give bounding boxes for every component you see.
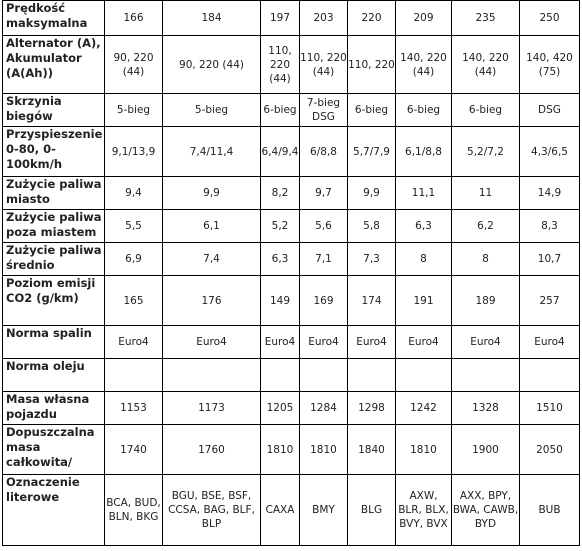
row-label: Dopuszczalna masa całkowita/ — [3, 425, 105, 475]
table-cell: 1900 — [452, 425, 520, 475]
row-label: Prędkość maksymalna — [3, 1, 105, 36]
table-cell: 184 — [163, 1, 261, 36]
table-cell: 5-bieg — [105, 94, 163, 127]
table-cell: 5,6 — [300, 210, 348, 243]
row-label: Poziom emisji CO2 (g/km) — [3, 276, 105, 326]
table-cell: 235 — [452, 1, 520, 36]
table-cell: 14,9 — [520, 177, 580, 210]
table-cell: 5,5 — [105, 210, 163, 243]
table-cell — [348, 359, 396, 392]
table-row — [3, 392, 580, 425]
table-cell: 220 — [348, 1, 396, 36]
table-cell: 176 — [163, 276, 261, 326]
table-cell: 7,4 — [163, 243, 261, 276]
table-cell: 6,2 — [452, 210, 520, 243]
table-cell: BUB — [520, 475, 580, 546]
table-cell: 6,3 — [396, 210, 452, 243]
table-row — [3, 475, 580, 546]
table-cell: Euro4 — [452, 326, 520, 359]
table-row — [3, 94, 580, 127]
table-cell: 1740 — [105, 425, 163, 475]
table-cell: 6,3 — [261, 243, 300, 276]
table-cell: 4,3/6,5 — [520, 127, 580, 177]
table-cell: 1298 — [348, 392, 396, 425]
table-cell: 1810 — [396, 425, 452, 475]
table-cell: 8 — [452, 243, 520, 276]
row-label: Norma oleju — [3, 359, 105, 392]
table-cell: 1840 — [348, 425, 396, 475]
table-cell: 257 — [520, 276, 580, 326]
table-cell — [452, 359, 520, 392]
table-cell: 110, 220 — [348, 36, 396, 94]
table-cell: 1810 — [261, 425, 300, 475]
table-cell: Euro4 — [396, 326, 452, 359]
table-cell: 6-bieg — [396, 94, 452, 127]
table-cell: 140, 220 (44) — [396, 36, 452, 94]
table-cell: 165 — [105, 276, 163, 326]
table-cell: 140, 220 (44) — [452, 36, 520, 94]
table-row — [3, 276, 580, 326]
table-cell: 191 — [396, 276, 452, 326]
table-cell: 1173 — [163, 392, 261, 425]
table-cell: 9,1/13,9 — [105, 127, 163, 177]
table-cell: 7,1 — [300, 243, 348, 276]
table-cell: 1153 — [105, 392, 163, 425]
table-row — [3, 326, 580, 359]
table-cell: 5-bieg — [163, 94, 261, 127]
table-cell: Euro4 — [300, 326, 348, 359]
table-row — [3, 243, 580, 276]
table-cell — [396, 359, 452, 392]
table-cell: 1284 — [300, 392, 348, 425]
table-cell: 6-bieg — [452, 94, 520, 127]
table-cell: 5,7/7,9 — [348, 127, 396, 177]
table-cell: 5,2 — [261, 210, 300, 243]
table-cell: 7-bieg DSG — [300, 94, 348, 127]
table-cell: 7,4/11,4 — [163, 127, 261, 177]
table-cell: 6,4/9,4 — [261, 127, 300, 177]
table-cell: 6-bieg — [261, 94, 300, 127]
table-cell: 6,1 — [163, 210, 261, 243]
table-row — [3, 425, 580, 475]
table-cell: 169 — [300, 276, 348, 326]
table-cell: Euro4 — [348, 326, 396, 359]
table-cell: Euro4 — [163, 326, 261, 359]
table-cell — [261, 359, 300, 392]
table-cell: BGU, BSE, BSF, CCSA, BAG, BLF, BLP — [163, 475, 261, 546]
table-cell — [300, 359, 348, 392]
table-cell — [520, 359, 580, 392]
table-cell: 9,4 — [105, 177, 163, 210]
table-cell: 11,1 — [396, 177, 452, 210]
table-cell: 1760 — [163, 425, 261, 475]
table-cell: 203 — [300, 1, 348, 36]
table-cell: Euro4 — [261, 326, 300, 359]
row-label: Alternator (A), Akumulator (A(Ah)) — [3, 36, 105, 94]
table-cell: 110, 220 (44) — [300, 36, 348, 94]
engine-spec-table — [2, 0, 580, 546]
row-label: Zużycie paliwa poza miastem — [3, 210, 105, 243]
table-cell: 5,2/7,2 — [452, 127, 520, 177]
row-label: Skrzynia biegów — [3, 94, 105, 127]
table-cell: 1328 — [452, 392, 520, 425]
table-row — [3, 177, 580, 210]
table-cell — [105, 359, 163, 392]
table-cell: DSG — [520, 94, 580, 127]
row-label: Norma spalin — [3, 326, 105, 359]
table-cell: 90, 220 (44) — [163, 36, 261, 94]
row-label: Zużycie paliwa średnio — [3, 243, 105, 276]
table-cell: AXX, BPY, BWA, CAWB, BYD — [452, 475, 520, 546]
table-cell: 5,8 — [348, 210, 396, 243]
row-label: Oznaczenie literowe — [3, 475, 105, 546]
table-cell: 7,3 — [348, 243, 396, 276]
table-row — [3, 1, 580, 36]
table-cell: 9,7 — [300, 177, 348, 210]
row-label: Zużycie paliwa miasto — [3, 177, 105, 210]
table-cell: BLG — [348, 475, 396, 546]
table-cell: 174 — [348, 276, 396, 326]
table-row — [3, 210, 580, 243]
table-cell: 11 — [452, 177, 520, 210]
table-cell: CAXA — [261, 475, 300, 546]
table-cell: 9,9 — [163, 177, 261, 210]
table-cell: 209 — [396, 1, 452, 36]
table-cell: BCA, BUD, BLN, BKG — [105, 475, 163, 546]
table-cell: 2050 — [520, 425, 580, 475]
table-cell: 1510 — [520, 392, 580, 425]
table-cell: 197 — [261, 1, 300, 36]
table-cell: BMY — [300, 475, 348, 546]
table-cell: Euro4 — [105, 326, 163, 359]
table-cell: 9,9 — [348, 177, 396, 210]
table-cell: 90, 220 (44) — [105, 36, 163, 94]
table-cell: Euro4 — [520, 326, 580, 359]
table-cell: 1242 — [396, 392, 452, 425]
table-row — [3, 127, 580, 177]
table-cell: 8,2 — [261, 177, 300, 210]
table-cell: 10,7 — [520, 243, 580, 276]
table-cell: 149 — [261, 276, 300, 326]
table-cell: 110, 220 (44) — [261, 36, 300, 94]
table-cell: 1810 — [300, 425, 348, 475]
table-cell: 250 — [520, 1, 580, 36]
table-cell: 6,9 — [105, 243, 163, 276]
table-cell: 1205 — [261, 392, 300, 425]
table-cell: 8 — [396, 243, 452, 276]
table-row — [3, 36, 580, 94]
table-cell: 6/8,8 — [300, 127, 348, 177]
table-cell: 189 — [452, 276, 520, 326]
table-cell: 140, 420 (75) — [520, 36, 580, 94]
row-label: Przyspieszenie 0-80, 0-100km/h — [3, 127, 105, 177]
table-row — [3, 359, 580, 392]
table-cell: 166 — [105, 1, 163, 36]
table-cell: 8,3 — [520, 210, 580, 243]
row-label: Masa własna pojazdu — [3, 392, 105, 425]
table-cell — [163, 359, 261, 392]
table-cell: AXW, BLR, BLX, BVY, BVX — [396, 475, 452, 546]
table-cell: 6,1/8,8 — [396, 127, 452, 177]
table-cell: 6-bieg — [348, 94, 396, 127]
